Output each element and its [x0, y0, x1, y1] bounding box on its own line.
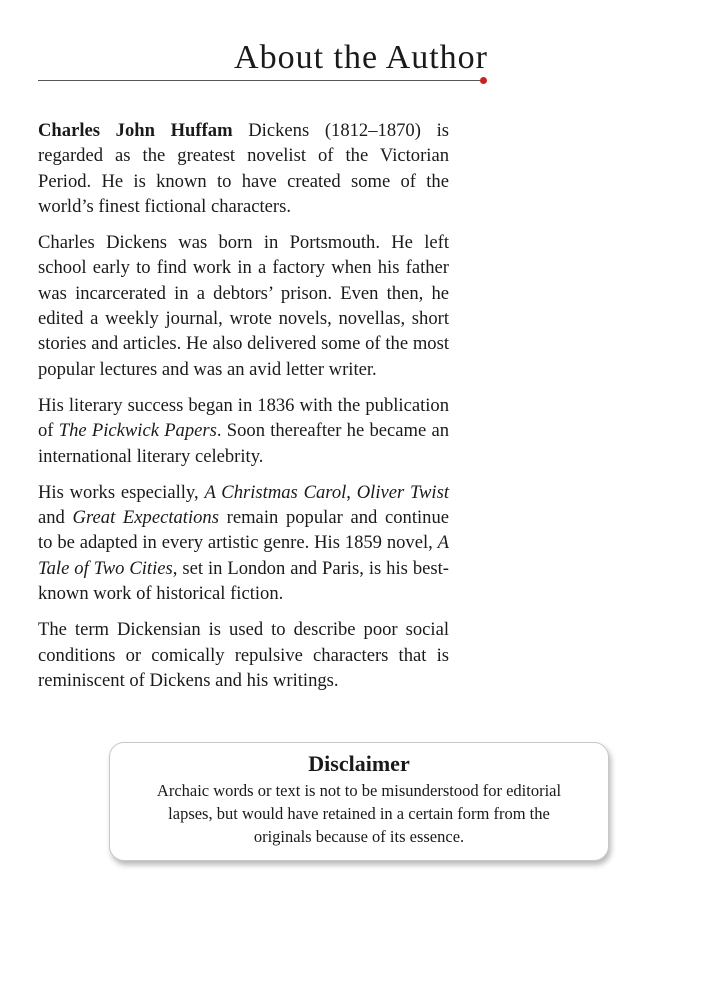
works-text-1: His works especially, — [38, 481, 205, 503]
bio-paragraph-dickensian: The term Dickensian is used to describe poor social conditions or comically repulsive characters that is reminiscent of Dickens and his writings. — [38, 619, 449, 691]
book-title-pickwick: The Pickwick Papers — [58, 420, 217, 442]
author-biography — [38, 118, 449, 704]
intro-text: Dickens (1812–1870) is regarded as the greatest novelist of the Victorian Period. He is known to have created some of the world’s finest fictional characters. — [38, 120, 449, 217]
success-text-start: His literary success began in 1836 with the publication of — [38, 394, 449, 442]
book-title-christmas-carol: A Christmas Carol — [204, 481, 347, 503]
disclaimer-box — [109, 742, 609, 861]
title-underline — [38, 80, 482, 81]
works-text-3: and — [38, 507, 73, 529]
works-text-5: , set in London and Paris, is his best-known work of historical fiction. — [38, 557, 449, 605]
page-header — [38, 36, 488, 86]
works-text-4: remain popular and continue to be adapted in every artistic genre. His 1859 novel, — [38, 507, 450, 554]
success-text-end: . Soon thereafter he became an international literary celebrity. — [38, 420, 450, 467]
author-full-name: Charles John Huffam — [38, 120, 233, 141]
bio-paragraph-intro — [38, 118, 449, 219]
bio-paragraph-success — [38, 393, 449, 469]
disclaimer-text: Archaic words or text is not to be misunderstood for editorial lapses, but would have retained in a certain form from the originals because of its essence. — [156, 781, 562, 846]
title-accent-dot — [480, 77, 487, 84]
page-title: About the Author — [234, 39, 488, 76]
book-title-great-expectations: Great Expectations — [72, 507, 219, 529]
book-title-tale-two-cities: A Tale of Two Cities — [38, 532, 449, 579]
bio-paragraph-works — [38, 480, 449, 606]
book-title-oliver-twist: Oliver Twist — [356, 481, 449, 503]
disclaimer-title: Disclaimer — [308, 751, 410, 776]
works-text-2: , — [346, 481, 357, 503]
bio-paragraph-early-life: Charles Dickens was born in Portsmouth. He left school early to find work in a factory when his father was incarcerated in a debtors’ prison. Even then, he edited a weekly journal, wrote novels, novellas, short stories and articles. He also delivered some of the most popular lectures and was an avid letter writer. — [38, 232, 449, 380]
